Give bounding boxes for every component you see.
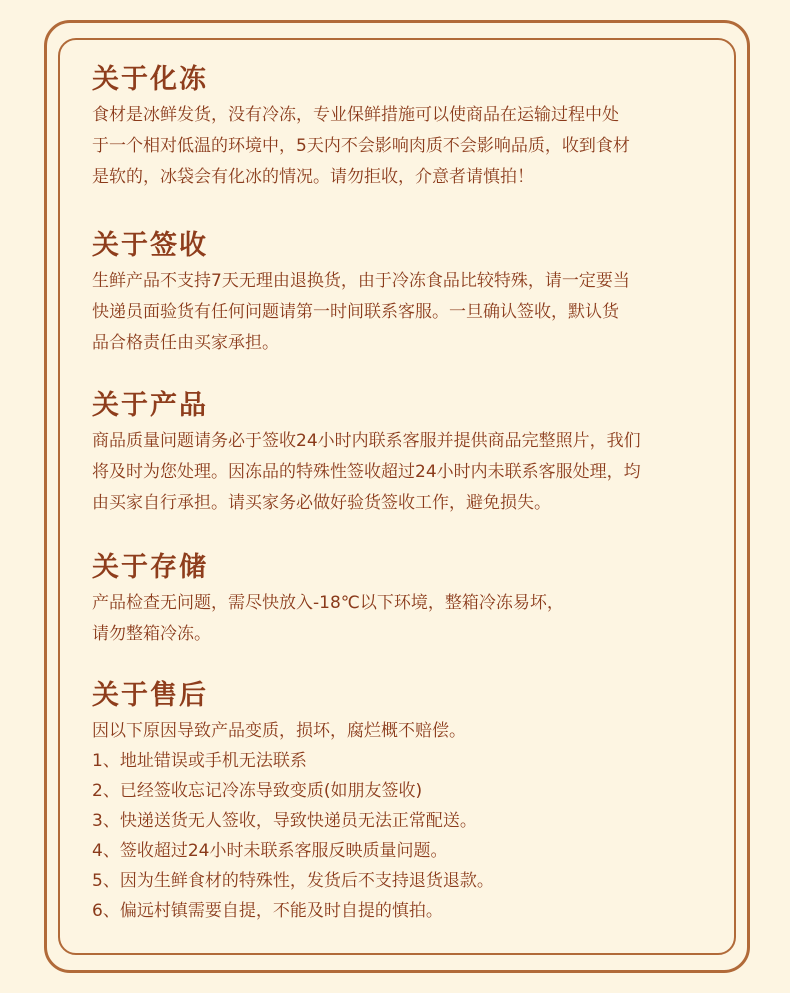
storage-line: 产品检查无问题，需尽快放入-18℃以下环境，整箱冷冻易坏， [92, 593, 564, 613]
section-storage [92, 550, 564, 650]
sign-line: 品合格责任由买家承担。 [92, 333, 279, 353]
thaw-line: 食材是冰鲜发货，没有冷冻，专业保鲜措施可以使商品在运输过程中处 [92, 105, 619, 125]
aftersale-intro: 因以下原因导致产品变质，损坏，腐烂概不赔偿。 [92, 721, 466, 741]
aftersale-list [92, 716, 494, 926]
list-item: 4、签收超过24小时未联系客服反映质量问题。 [92, 841, 448, 861]
thaw-line: 是软的，冰袋会有化冰的情况。请勿拒收，介意者请慎拍！ [92, 167, 534, 187]
thaw-line: 于一个相对低温的环境中，5天内不会影响肉质不会影响品质，收到食材 [92, 136, 630, 156]
list-item: 2、已经签收忘记冷冻导致变质(如朋友签收) [92, 781, 423, 801]
list-item: 5、因为生鲜食材的特殊性，发货后不支持退货退款。 [92, 871, 494, 891]
product-line: 将及时为您处理。因冻品的特殊性签收超过24小时内未联系客服处理，均 [92, 462, 641, 482]
storage-line: 请勿整箱冷冻。 [92, 624, 211, 644]
section-body-sign [92, 266, 630, 359]
section-title-product: 关于产品 [92, 390, 208, 421]
section-body-product [92, 426, 641, 519]
sign-line: 快递员面验货有任何问题请第一时间联系客服。一旦确认签收，默认货 [92, 302, 619, 322]
list-item: 6、偏远村镇需要自提，不能及时自提的慎拍。 [92, 901, 443, 921]
section-title-storage: 关于存储 [92, 552, 208, 583]
list-item: 1、地址错误或手机无法联系 [92, 751, 307, 771]
section-product [92, 388, 641, 519]
section-title-sign: 关于签收 [92, 230, 208, 261]
sign-line: 生鲜产品不支持7天无理由退换货，由于冷冻食品比较特殊，请一定要当 [92, 271, 630, 291]
section-sign [92, 228, 630, 359]
section-body-storage [92, 588, 564, 650]
section-title-thaw: 关于化冻 [92, 64, 208, 95]
product-line: 由买家自行承担。请买家务必做好验货签收工作，避免损失。 [92, 493, 551, 513]
section-title-aftersale: 关于售后 [92, 680, 208, 711]
product-line: 商品质量问题请务必于签收24小时内联系客服并提供商品完整照片，我们 [92, 431, 641, 451]
section-aftersale [92, 678, 494, 926]
list-item: 3、快递送货无人签收，导致快递员无法正常配送。 [92, 811, 477, 831]
section-thaw [92, 62, 630, 193]
section-body-thaw [92, 100, 630, 193]
